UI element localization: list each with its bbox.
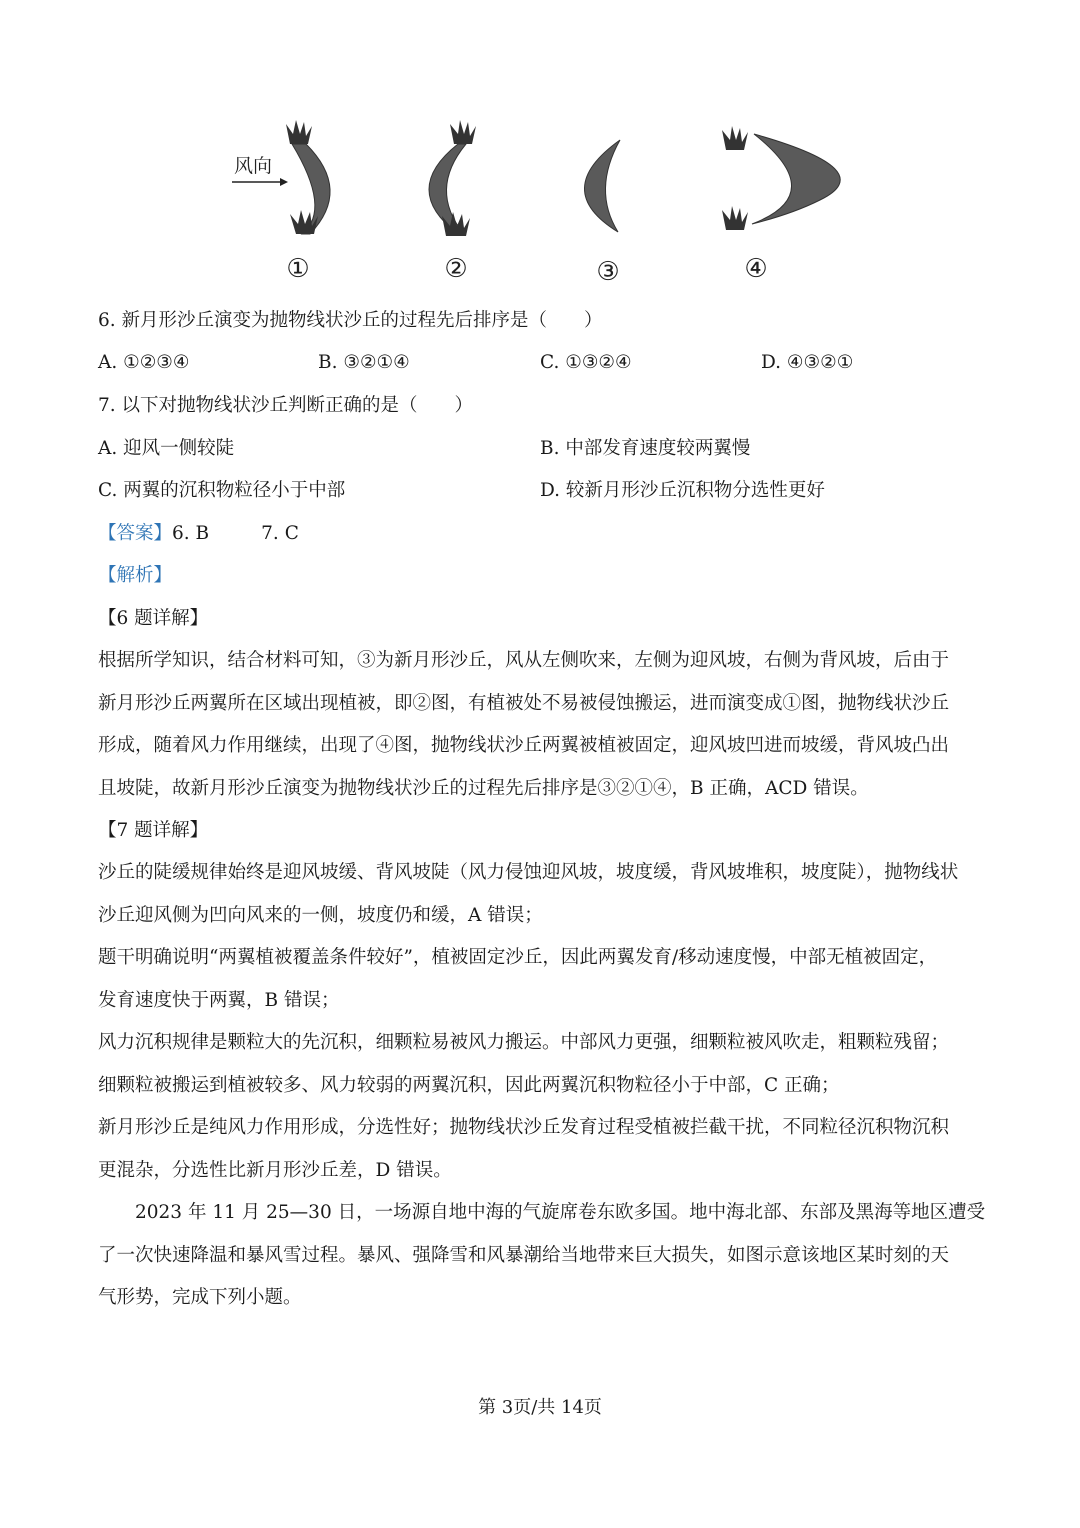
detail7-line: 发育速度快于两翼，B 错误； bbox=[98, 989, 340, 1011]
wind-arrow-icon bbox=[232, 178, 288, 186]
detail6-line: 形成，随着风力作用继续，出现了④图，抛物线状沙丘两翼被植被固定，迎风坡凹进而坡缓，背风坡凸出 bbox=[98, 735, 950, 756]
vegetation-icon bbox=[450, 120, 476, 144]
detail6-line: 新月形沙丘两翼所在区域出现植被，即②图，有植被处不易被侵蚀搬运，进而演变成①图，抛物线状沙丘 bbox=[98, 692, 950, 714]
q6-option-d: D. ④③②① bbox=[761, 352, 854, 373]
detail7-heading: 【7 题详解】 bbox=[98, 820, 209, 841]
q7-option-d: D. 较新月形沙丘沉积物分选性更好 bbox=[540, 480, 825, 501]
answer-tag: 【答案】 bbox=[98, 523, 173, 544]
vegetation-icon bbox=[722, 206, 748, 230]
q7-option-b: B. 中部发育速度较两翼慢 bbox=[540, 438, 751, 459]
q6-option-b: B. ③②①④ bbox=[318, 352, 410, 373]
detail6-line: 根据所学知识，结合材料可知，③为新月形沙丘，风从左侧吹来，左侧为迎风坡，右侧为背风坡，后由于 bbox=[98, 650, 950, 671]
q6-stem: 6. 新月形沙丘演变为抛物线状沙丘的过程先后排序是（ ） bbox=[98, 310, 603, 331]
detail7-line: 细颗粒被搬运到植被较多、风力较弱的两翼沉积，因此两翼沉积物粒径小于中部，C 正确； bbox=[98, 1074, 840, 1096]
q6-option-c: C. ①③②④ bbox=[540, 352, 632, 373]
detail6-body bbox=[98, 640, 986, 810]
answer-6: 6. B bbox=[172, 523, 210, 544]
vegetation-icon bbox=[286, 120, 312, 144]
detail7-line: 风力沉积规律是颗粒大的先沉积，细颗粒易被风力搬运。中部风力更强，细颗粒被风吹走，粗颗粒残留； bbox=[98, 1032, 950, 1053]
detail7-body bbox=[98, 852, 986, 1192]
detail7-line: 题干明确说明“两翼植被覆盖条件较好”，植被固定沙丘，因此两翼发育/移动速度慢，中部无植被固定， bbox=[98, 947, 938, 968]
wind-label: 风向 bbox=[234, 155, 273, 177]
material-line: 气形势，完成下列小题。 bbox=[98, 1287, 302, 1308]
figure-label-1: ① bbox=[286, 254, 310, 284]
q7-option-a: A. 迎风一侧较陡 bbox=[98, 438, 235, 459]
dune-4 bbox=[722, 126, 840, 230]
figure-label-2: ② bbox=[444, 254, 468, 284]
figure-label-3: ③ bbox=[596, 257, 620, 287]
answer-7: 7. C bbox=[261, 523, 299, 544]
detail6-line: 且坡陡，故新月形沙丘演变为抛物线状沙丘的过程先后排序是③②①④，B 正确，ACD 错误。 bbox=[98, 777, 869, 799]
material-line: 2023 年 11 月 25—30 日，一场源自地中海的气旋席卷东欧多国。地中海北部、东部及黑海等地区遭受 bbox=[135, 1202, 986, 1223]
detail6-heading: 【6 题详解】 bbox=[98, 608, 209, 629]
analysis-tag: 【解析】 bbox=[98, 565, 173, 586]
detail7-line: 更混杂，分选性比新月形沙丘差，D 错误。 bbox=[98, 1159, 452, 1181]
dune-1 bbox=[286, 120, 330, 234]
material-line: 了一次快速降温和暴风雪过程。暴风、强降雪和风暴潮给当地带来巨大损失，如图示意该地区某时刻的天 bbox=[98, 1244, 950, 1266]
dune-3 bbox=[584, 140, 620, 232]
material-paragraph bbox=[98, 1192, 986, 1320]
detail7-line: 新月形沙丘是纯风力作用形成，分选性好；抛物线状沙丘发育过程受植被拦截干扰，不同粒径沉积物沉积 bbox=[98, 1117, 950, 1138]
vegetation-icon bbox=[722, 126, 748, 150]
answer-line bbox=[98, 522, 299, 546]
dune-evolution-figure bbox=[220, 110, 860, 290]
detail7-line: 沙丘迎风侧为凹向风来的一侧，坡度仍和缓，A 错误； bbox=[98, 904, 543, 926]
page-footer: 第 3页/共 14页 bbox=[478, 1397, 602, 1418]
q6-option-a: A. ①②③④ bbox=[98, 352, 190, 373]
detail7-line: 沙丘的陡缓规律始终是迎风坡缓、背风坡陡（风力侵蚀迎风坡，坡度缓，背风坡堆积，坡度陡），抛物线状 bbox=[98, 862, 959, 883]
q7-stem: 7. 以下对抛物线状沙丘判断正确的是（ ） bbox=[98, 395, 474, 416]
dune-diagram bbox=[220, 110, 860, 290]
figure-label-4: ④ bbox=[744, 254, 768, 284]
dune-2 bbox=[429, 120, 476, 236]
q7-option-c: C. 两翼的沉积物粒径小于中部 bbox=[98, 480, 346, 501]
